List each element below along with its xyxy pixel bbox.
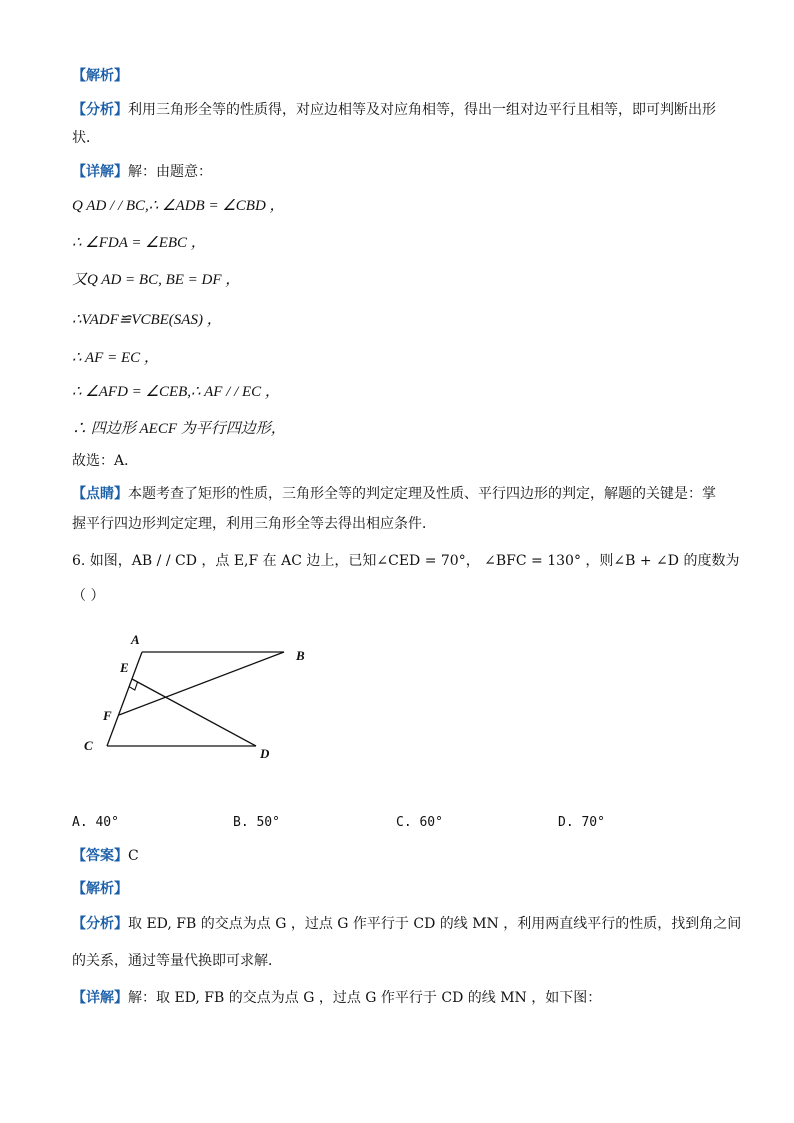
xiangjie-label-2: 【详解】 [72, 990, 128, 1006]
xiangjie-label: 【详解】 [72, 164, 128, 180]
answer-label: 【答案】 [72, 848, 128, 864]
analysis-line [72, 100, 716, 120]
xiangjie-text-2: 解：取 ED, FB 的交点为点 G ，过点 G 作平行于 CD 的线 MN ，如下图： [128, 990, 602, 1006]
proof-step-5: ∴ AF = EC ， [72, 350, 159, 366]
option-a: A. 40° [72, 815, 119, 830]
detail-line-2 [72, 988, 601, 1008]
label-E: E [120, 660, 129, 675]
segment-ED [132, 679, 256, 746]
proof-step-2: ∴ ∠FDA = ∠EBC ， [72, 235, 206, 251]
label-D: D [260, 746, 270, 761]
fenxi-label-2: 【分析】 [72, 916, 128, 932]
proof-step-4: ∴VADF≌VCBE(SAS) ， [72, 312, 222, 328]
xiangjie-text: 解：由题意： [128, 164, 212, 180]
label-B: B [296, 648, 305, 663]
proof-step-7: ∴ 四边形 AECF 为平行四边形， [72, 421, 286, 437]
answer-value: C [128, 848, 139, 864]
fenxi-text: 利用三角形全等的性质得，对应边相等及对应角相等，得出一组对边平行且相等，即可判断出形 [128, 102, 716, 118]
detail-line [72, 162, 212, 182]
geometry-figure [72, 624, 332, 774]
fenxi-label: 【分析】 [72, 102, 128, 118]
dianjing-text: 本题考查了矩形的性质，三角形全等的判定定理及性质、平行四边形的判定，解题的关键是：掌 [128, 486, 716, 502]
proof-step-3: 又Q AD = BC, BE = DF ， [72, 272, 241, 288]
fenxi-text-2: 取 ED, FB 的交点为点 G ，过点 G 作平行于 CD 的线 MN ，利用两直线平行的性质，找到角之间 [128, 916, 742, 932]
option-c: C. 60° [396, 815, 443, 830]
fenxi-continuation: 状． [72, 130, 100, 146]
question-6-text: 6. 如图，AB / / CD ，点 E,F 在 AC 边上，已知∠CED = 70°， ∠BFC = 130° ，则∠B + ∠D 的度数为 [72, 553, 740, 569]
segment-FB [119, 652, 284, 715]
dianjing-continuation: 握平行四边形判定定理，利用三角形全等去得出相应条件． [72, 516, 436, 532]
jiexi-label-2: 【解析】 [72, 881, 128, 897]
proof-step-1: Q AD / / BC,∴ ∠ADB = ∠CBD ， [72, 198, 285, 214]
answer-parentheses: （ ） [72, 588, 105, 604]
option-d: D. 70° [558, 815, 605, 830]
label-A: A [131, 632, 140, 647]
dianjing-label: 【点睛】 [72, 486, 128, 502]
fenxi-continuation-2: 的关系，通过等量代换即可求解． [72, 953, 282, 969]
remark-line [72, 484, 716, 504]
option-b: B. 50° [233, 815, 280, 830]
jiexi-label: 【解析】 [72, 68, 128, 84]
label-F: F [103, 708, 112, 723]
proof-step-6: ∴ ∠AFD = ∠CEB,∴ AF / / EC ， [72, 384, 280, 400]
conclusion: 故选：A． [72, 453, 139, 469]
answer-line [72, 846, 139, 866]
analysis-line-2 [72, 914, 741, 934]
label-C: C [84, 738, 93, 753]
